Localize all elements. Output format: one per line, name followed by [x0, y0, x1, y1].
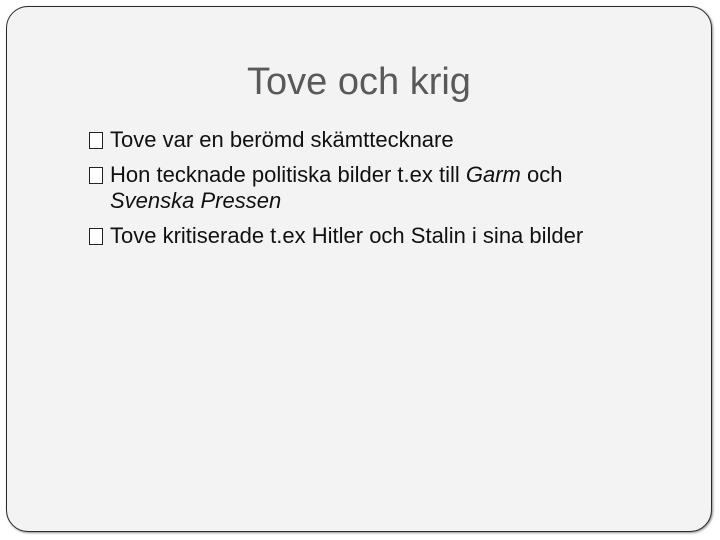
- bullet-item: [89, 223, 689, 249]
- slide-frame: [6, 6, 712, 532]
- bullet-text: Hon tecknade politiska bilder t.ex till: [110, 162, 466, 187]
- publication-name: Svenska Pressen: [110, 188, 282, 213]
- bullet-item: [89, 127, 689, 153]
- square-box-icon: [89, 228, 103, 245]
- bullet-text: Tove var en berömd skämttecknare: [110, 127, 454, 152]
- square-box-icon: [89, 167, 103, 184]
- slide-title: Tove och krig: [247, 61, 471, 103]
- bullet-text: och: [520, 162, 563, 187]
- bullet-text: Tove kritiserade t.ex Hitler och Stalin i sina bilder: [110, 223, 584, 248]
- bullet-list: [89, 127, 689, 258]
- square-box-icon: [89, 132, 103, 149]
- publication-name: Garm: [465, 162, 521, 187]
- bullet-item: [89, 162, 689, 214]
